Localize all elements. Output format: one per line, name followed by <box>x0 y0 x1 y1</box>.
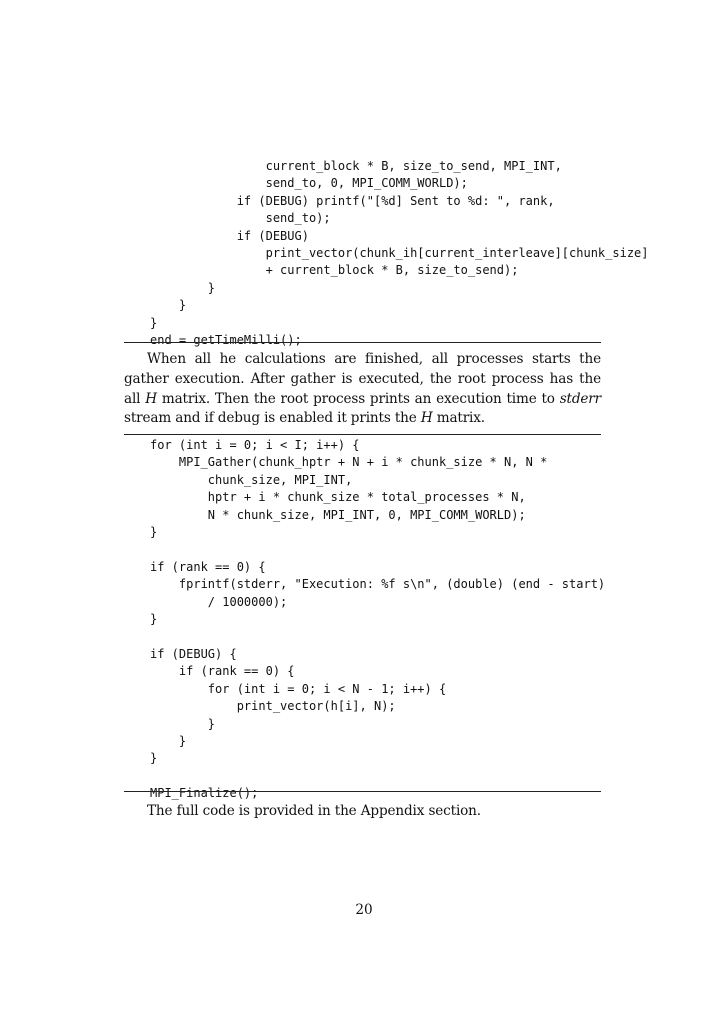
code-line: hptr + i * chunk_size * total_processes * N, <box>207 490 526 505</box>
code-line: + current_block * B, size_to_send); <box>265 263 519 278</box>
code-block-top <box>150 158 649 349</box>
code-line: } <box>150 751 158 766</box>
code-line: current_block * B, size_to_send, MPI_INT, <box>265 159 562 173</box>
code-listing-rule <box>124 791 601 792</box>
body-paragraph: When all he calculations are finished, all processes starts the gather execution. After gather is executed, the root process has the all H matrix. Then the root process prints an execution time to stderr stream and if debug is enabled it prints the H matrix. <box>124 351 602 427</box>
closing-paragraph: The full code is provided in the Appendix section. <box>147 803 481 819</box>
code-line: for (int i = 0; i < N - 1; i++) { <box>207 681 447 696</box>
code-line: } <box>207 716 216 731</box>
code-listing-rule <box>124 342 601 343</box>
code-line: print_vector(h[i], N); <box>236 699 396 714</box>
code-listing-rule <box>124 434 601 435</box>
code-line: chunk_size, MPI_INT, <box>207 472 353 487</box>
code-line: } <box>150 612 158 627</box>
code-line: if (rank == 0) { <box>178 664 295 679</box>
code-line: print_vector(chunk_ih[current_interleave][chunk_size] <box>265 246 649 261</box>
code-line: MPI_Gather(chunk_hptr + N + i * chunk_size * N, N * <box>178 455 548 470</box>
code-line: } <box>207 280 216 295</box>
code-block-bottom <box>150 437 605 803</box>
code-line: / 1000000); <box>207 594 288 609</box>
page-number: 20 <box>355 902 373 918</box>
code-line: } <box>178 298 187 313</box>
code-line: if (rank == 0) { <box>150 559 266 574</box>
code-line: } <box>178 733 187 748</box>
code-line: N * chunk_size, MPI_INT, 0, MPI_COMM_WORLD); <box>207 507 526 522</box>
code-line: } <box>150 525 158 540</box>
code-line: send_to, 0, MPI_COMM_WORLD); <box>265 176 468 191</box>
code-line: MPI_Finalize(); <box>150 786 259 801</box>
code-line: for (int i = 0; i < I; i++) { <box>150 438 360 452</box>
code-line: if (DEBUG) <box>236 228 309 243</box>
code-line: if (DEBUG) printf("[%d] Sent to %d: ", rank, <box>236 193 555 208</box>
code-line: end = getTimeMilli(); <box>150 333 302 348</box>
code-line: } <box>150 315 158 330</box>
code-line: fprintf(stderr, "Execution: %f s\n", (double) (end - start) <box>178 577 606 592</box>
code-line: send_to); <box>265 211 331 226</box>
code-line: if (DEBUG) { <box>150 646 237 661</box>
